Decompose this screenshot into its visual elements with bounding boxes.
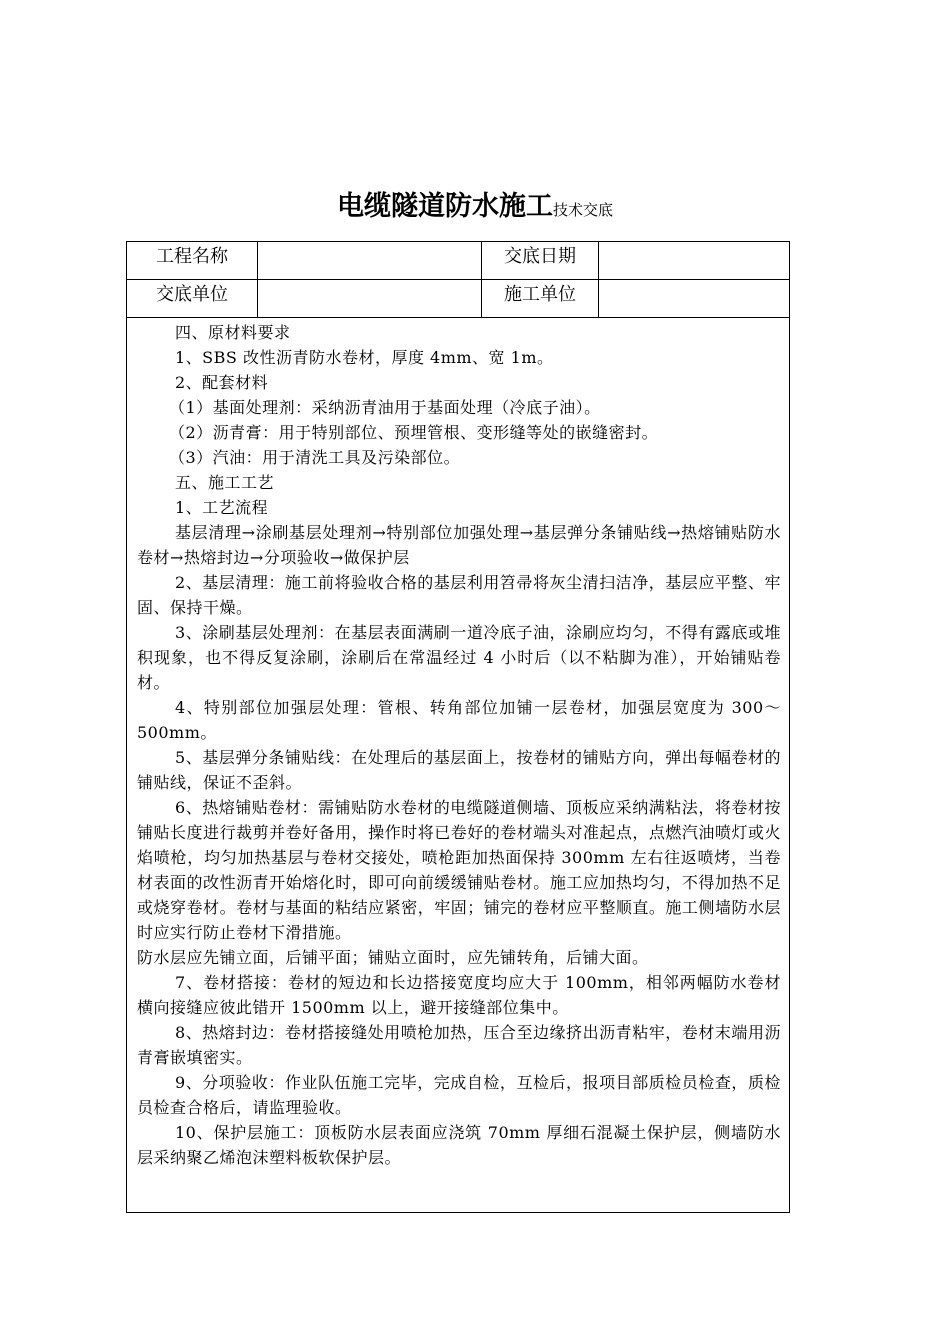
paragraph: 2、基层清理：施工前将验收合格的基层利用笤帚将灰尘清扫洁净，基层应平整、牢固、保持干燥。 <box>137 573 781 617</box>
paragraph: （1）基面处理剂：采纳沥青油用于基面处理（冷底子油）。 <box>169 398 601 417</box>
paragraph: 6、热熔铺贴卷材：需铺贴防水卷材的电缆隧道侧墙、顶板应采纳满粘法，将卷材按铺贴长度进行裁剪并卷好备用，操作时将已卷好的卷材端头对准起点，点燃汽油喷灯或火焰喷枪，均匀加热基层与卷材交接处，喷枪距加热面保持 300mm 左右往返喷烤，当卷材表面的改性沥青开始熔化时，即可向前缓缓铺贴卷材。施工应加热均匀，不得加热不足或烧穿卷材。卷材与基面的粘结应紧密，牢固；铺完的卷材应平整顺直。施工侧墙防水层时应实行防止卷材下滑措施。 <box>137 798 781 942</box>
project-name-label: 工程名称 <box>127 242 258 279</box>
paragraph: 10、保护层施工：顶板防水层表面应浇筑 70mm 厚细石混凝土保护层，侧墙防水层采纳聚乙烯泡沫塑料板软保护层。 <box>137 1123 781 1167</box>
header-row-2 <box>127 280 789 318</box>
paragraph: 4、特别部位加强层处理：管根、转角部位加铺一层卷材，加强层宽度为 300～500mm。 <box>137 698 781 742</box>
paragraph: 5、基层弹分条铺贴线：在处理后的基层面上，按卷材的铺贴方向，弹出每幅卷材的铺贴线，保证不歪斜。 <box>137 748 781 792</box>
section-heading-process: 五、施工工艺 <box>175 473 275 492</box>
date-field[interactable] <box>599 242 789 279</box>
contractor-label: 施工单位 <box>482 280 599 317</box>
paragraph: 1、SBS 改性沥青防水卷材，厚度 4mm、宽 1m。 <box>175 348 554 367</box>
section-heading-materials: 四、原材料要求 <box>175 323 291 342</box>
date-label: 交底日期 <box>482 242 599 279</box>
disclosure-content <box>137 320 781 1170</box>
header-row-1 <box>127 242 789 280</box>
paragraph: （2）沥青膏：用于特别部位、预埋管根、变形缝等处的嵌缝密封。 <box>169 423 659 442</box>
paragraph: 3、涂刷基层处理剂：在基层表面满刷一道冷底子油，涂刷应均匀，不得有露底或堆积现象，也不得反复涂刷，涂刷后在常温经过 4 小时后（以不粘脚为准），开始铺贴卷材。 <box>137 623 781 692</box>
paragraph: 防水层应先铺立面，后铺平面；铺贴立面时，应先铺转角，后铺大面。 <box>137 948 649 967</box>
paragraph: 9、分项验收：作业队伍施工完毕，完成自检，互检后，报项目部质检员检查，质检员检查合格后，请监理验收。 <box>137 1073 781 1117</box>
process-flow: 基层清理→涂刷基层处理剂→特别部位加强处理→基层弹分条铺贴线→热熔铺贴防水卷材→热熔封边→分项验收→做保护层 <box>137 523 781 567</box>
title-suffix: 技术交底 <box>552 201 613 219</box>
title-main: 电缆隧道防水施工 <box>336 191 553 222</box>
paragraph: 8、热熔封边：卷材搭接缝处用喷枪加热，压合至边缘挤出沥青粘牢，卷材末端用沥青膏嵌填密实。 <box>137 1023 781 1067</box>
issuer-field[interactable] <box>258 280 482 317</box>
project-name-field[interactable] <box>258 242 482 279</box>
paragraph: 7、卷材搭接：卷材的短边和长边搭接宽度均应大于 100mm，相邻两幅防水卷材横向接缝应彼此错开 1500mm 以上，避开接缝部位集中。 <box>137 973 781 1017</box>
disclosure-table <box>126 241 790 1213</box>
issuer-label: 交底单位 <box>127 280 258 317</box>
contractor-field[interactable] <box>599 280 789 317</box>
paragraph: 1、工艺流程 <box>175 498 269 517</box>
document-title <box>0 184 950 223</box>
paragraph: 2、配套材料 <box>175 373 269 392</box>
paragraph: （3）汽油：用于清洗工具及污染部位。 <box>169 448 461 467</box>
